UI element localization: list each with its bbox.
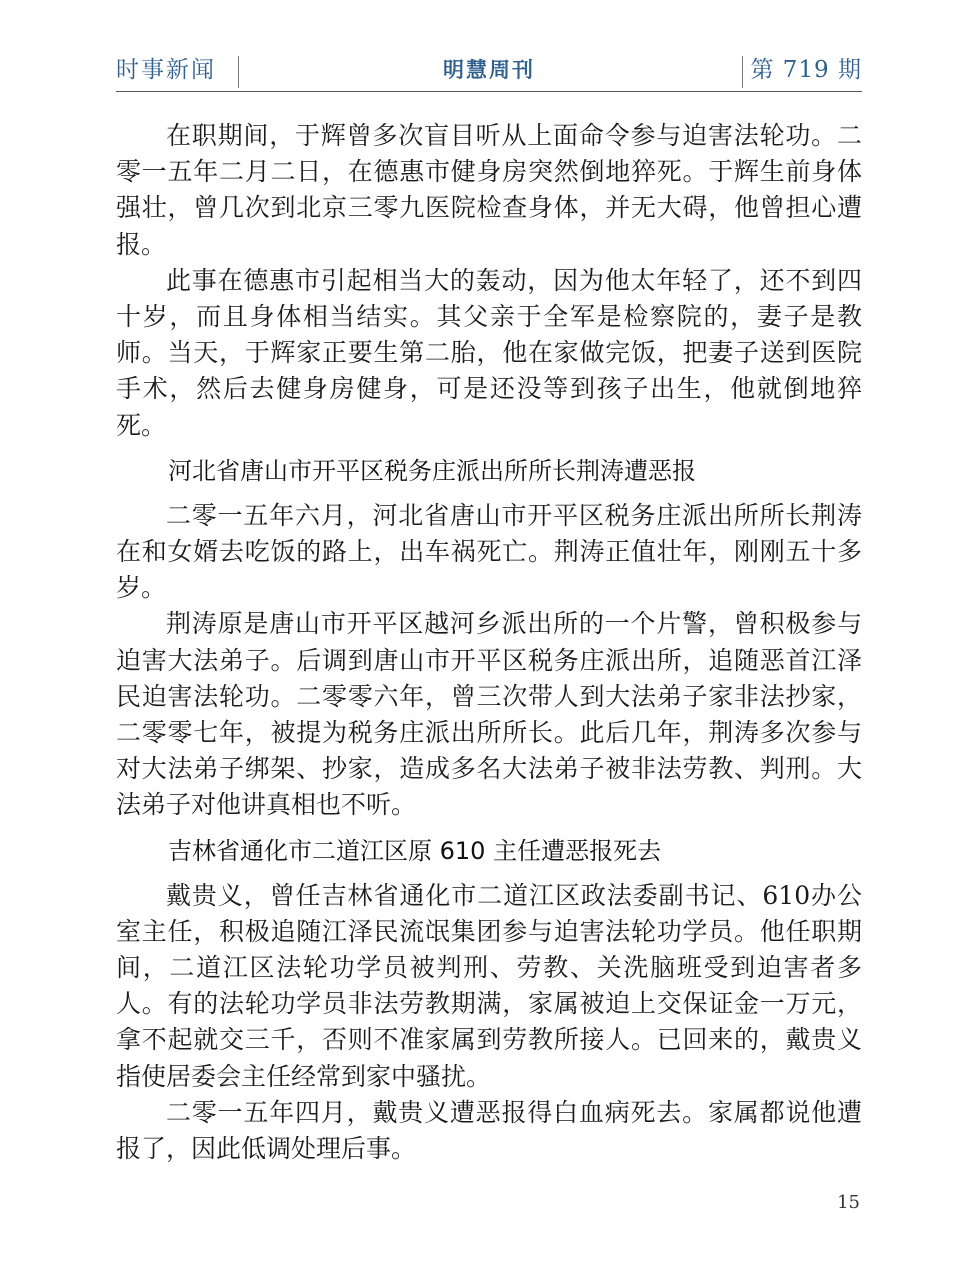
section-heading: 河北省唐山市开平区税务庄派出所所长荆涛遭恶报 bbox=[168, 456, 696, 485]
paragraph: 荆涛原是唐山市开平区越河乡派出所的一个片警，曾积极参与迫害大法弟子。后调到唐山市开平区税务庄派出所，追随恶首江泽民迫害法轮功。二零零六年，曾三次带人到大法弟子家非法抄家，二零零七年，被提为税务庄派出所所长。此后几年，荆涛多次参与对大法弟子绑架、抄家，造成多名大法弟子被非法劳教、判刑。大法弟子对他讲真相也不听。 bbox=[116, 609, 862, 820]
header-rule bbox=[116, 91, 862, 92]
section-label: 时事新闻 bbox=[116, 57, 216, 83]
header-divider-right bbox=[742, 56, 743, 88]
paragraph: 此事在德惠市引起相当大的轰动，因为他太年轻了，还不到四十岁，而且身体相当结实。其父亲于全军是检察院的，妻子是教师。当天，于辉家正要生第二胎，他在家做完饭，把妻子送到医院手术，然后去健身房健身，可是还没等到孩子出生，他就倒地猝死。 bbox=[116, 265, 862, 440]
page-header bbox=[116, 52, 862, 92]
publication-title: 明慧周刊 bbox=[443, 58, 535, 82]
paragraph: 二零一五年四月，戴贵义遭恶报得白血病死去。家属都说他遭报了，因此低调处理后事。 bbox=[116, 1097, 862, 1164]
section-heading: 吉林省通化市二道江区原 610 主任遭恶报死去 bbox=[168, 836, 662, 865]
paragraph: 戴贵义，曾任吉林省通化市二道江区政法委副书记、610办公室主任，积极追随江泽民流氓集团参与迫害法轮功学员。他任职期间，二道江区法轮功学员被判刑、劳教、关洗脑班受到迫害者多人。有的法轮功学员非法劳教期满，家属被迫上交保证金一万元，拿不起就交三千，否则不准家属到劳教所接人。已回来的，戴贵义指使居委会主任经常到家中骚扰。 bbox=[116, 880, 862, 1091]
paragraph: 在职期间，于辉曾多次盲目听从上面命令参与迫害法轮功。二零一五年二月二日，在德惠市健身房突然倒地猝死。于辉生前身体强壮，曾几次到北京三零九医院检查身体，并无大碍，他曾担心遭报。 bbox=[116, 121, 862, 259]
paragraph: 二零一五年六月，河北省唐山市开平区税务庄派出所所长荆涛在和女婿去吃饭的路上，出车祸死亡。荆涛正值壮年，刚刚五十多岁。 bbox=[116, 500, 862, 603]
issue-number: 第 719 期 bbox=[750, 57, 862, 83]
page-number: 15 bbox=[837, 1192, 860, 1213]
article-body bbox=[116, 118, 862, 1167]
